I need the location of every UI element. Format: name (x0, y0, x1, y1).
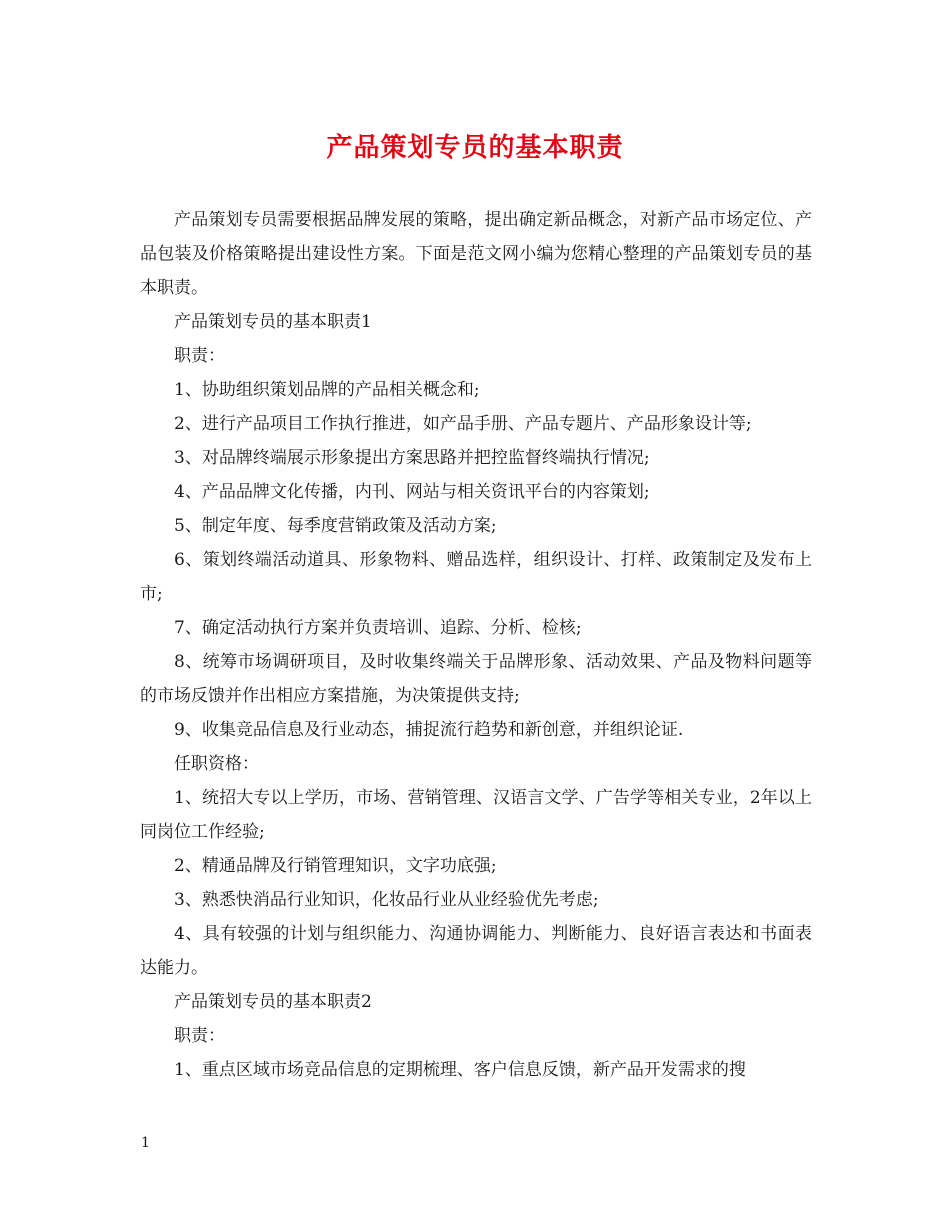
list-item-duty-3: 3、对品牌终端展示形象提出方案思路并把控监督终端执行情况; (174, 448, 650, 468)
list-item-duty-5: 5、制定年度、每季度营销政策及活动方案; (174, 516, 497, 536)
section-heading-2: 产品策划专员的基本职责2 (174, 992, 372, 1012)
list-item-duty-7: 7、确定活动执行方案并负责培训、追踪、分析、检核; (174, 618, 582, 638)
section-heading-1: 产品策划专员的基本职责1 (174, 312, 372, 332)
subheading-duties-1: 职责： (174, 346, 225, 366)
subheading-qualifications: 任职资格： (174, 754, 259, 774)
subheading-duties-2: 职责： (174, 1026, 225, 1046)
list-item-duty-6: 6、策划终端活动道具、形象物料、赠品选样，组织设计、打样、政策制定及发布上市; (140, 550, 812, 604)
list-item-duty-4: 4、产品品牌文化传播，内刊、网站与相关资讯平台的内容策划; (174, 482, 650, 502)
list-item-duty-1: 1、协助组织策划品牌的产品相关概念和; (174, 380, 480, 400)
list-item-qualification-3: 3、熟悉快消品行业知识，化妆品行业从业经验优先考虑; (174, 890, 599, 910)
list-item-duty-9: 9、收集竞品信息及行业动态，捕捉流行趋势和新创意，并组织论证. (174, 720, 684, 740)
page-number: 1 (141, 1135, 150, 1151)
list-item-qualification-2: 2、精通品牌及行销管理知识，文字功底强; (174, 856, 497, 876)
paragraph-intro: 产品策划专员需要根据品牌发展的策略，提出确定新品概念，对新产品市场定位、产品包装及价格策略提出建设性方案。下面是范文网小编为您精心整理的产品策划专员的基本职责。 (140, 210, 812, 298)
list-item-duty-2-1: 1、重点区域市场竞品信息的定期梳理、客户信息反馈，新产品开发需求的搜 (174, 1060, 746, 1080)
document-title: 产品策划专员的基本职责 (326, 133, 624, 163)
document-body (140, 203, 812, 1087)
list-item-qualification-4: 4、具有较强的计划与组织能力、沟通协调能力、判断能力、良好语言表达和书面表达能力。 (140, 924, 812, 978)
list-item-duty-2: 2、进行产品项目工作执行推进，如产品手册、产品专题片、产品形象设计等; (174, 414, 752, 434)
list-item-duty-8: 8、统筹市场调研项目，及时收集终端关于品牌形象、活动效果、产品及物料问题等的市场反馈并作出相应方案措施，为决策提供支持; (140, 652, 812, 706)
list-item-qualification-1: 1、统招大专以上学历，市场、营销管理、汉语言文学、广告学等相关专业，2年以上同岗位工作经验; (140, 788, 812, 842)
